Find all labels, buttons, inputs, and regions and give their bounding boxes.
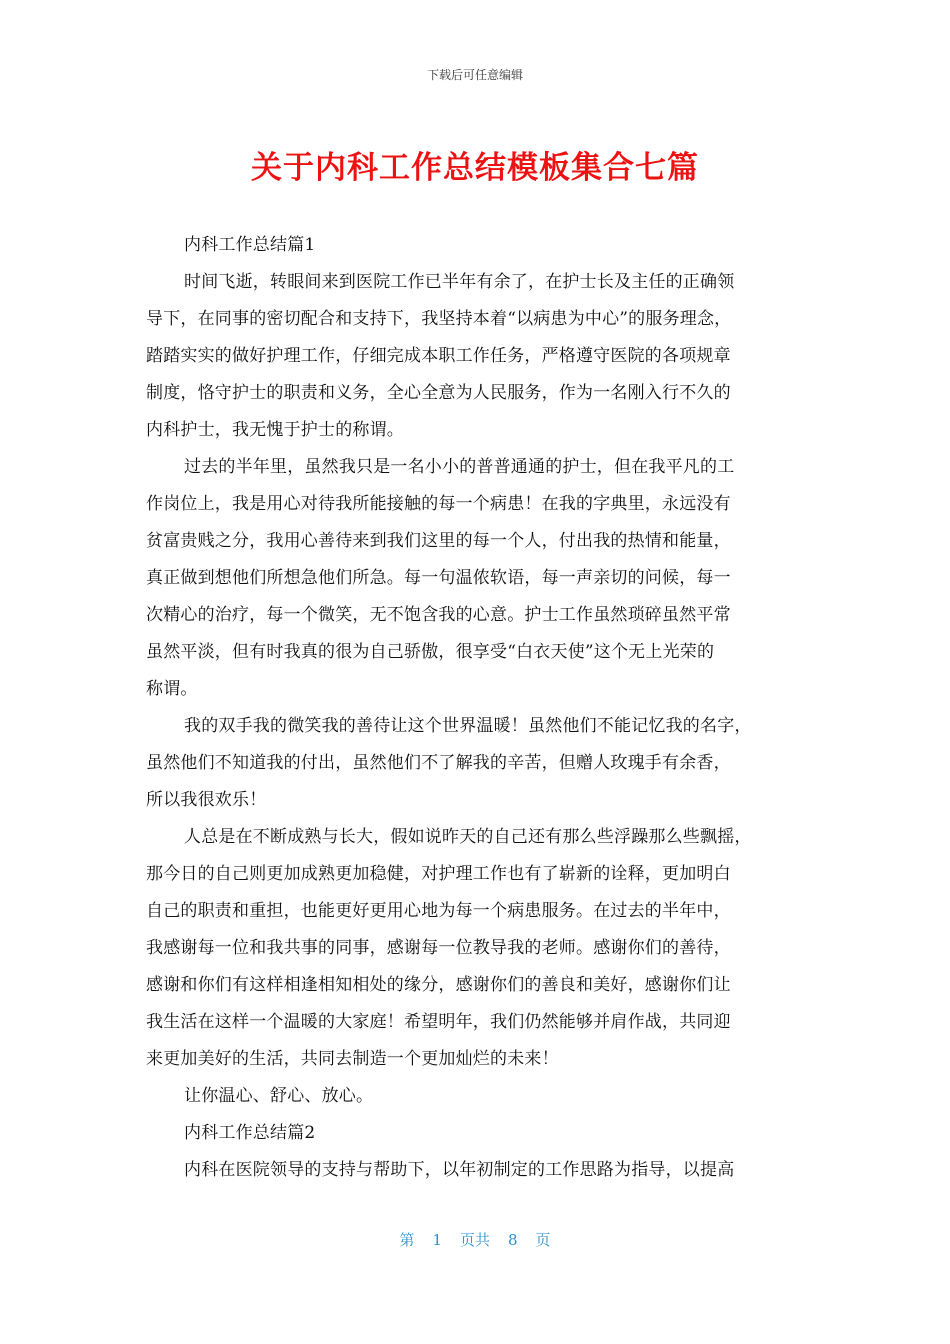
document-body [146,227,808,1189]
text-line: 导下，在同事的密切配合和支持下，我坚持本着“以病患为中心”的服务理念， [146,309,732,329]
text-line: 我的双手我的微笑我的善待让这个世界温暖！虽然他们不能记忆我的名字， [184,716,752,736]
text-line: 我感谢每一位和我共事的同事，感谢每一位教导我的老师。感谢你们的善待， [146,938,731,958]
text-line: 贫富贵贱之分，我用心善待来到我们这里的每一个人，付出我的热情和能量， [146,531,731,551]
page-suffix: 页 [535,1231,551,1249]
page-mid: 页共 [459,1231,490,1249]
text-line: 人总是在不断成熟与长大，假如说昨天的自己还有那么些浮躁那么些飘摇， [184,827,752,847]
text-line: 称谓。 [146,679,198,699]
header-note: 下载后可任意编辑 [426,68,523,82]
text-line: 过去的半年里，虽然我只是一名小小的普普通通的护士，但在我平凡的工 [184,457,735,477]
page-footer [0,1229,950,1250]
text-line: 内科工作总结篇2 [184,1123,316,1143]
text-line: 自己的职责和重担，也能更好更用心地为每一个病患服务。在过去的半年中， [146,901,731,921]
text-line: 来更加美好的生活，共同去制造一个更加灿烂的未来！ [146,1049,559,1069]
text-line: 内科护士，我无愧于护士的称谓。 [146,420,404,440]
text-line: 感谢和你们有这样相逢相知相处的缘分，感谢你们的善良和美好，感谢你们让 [146,975,731,995]
text-line: 真正做到想他们所想急他们所急。每一句温侬软语，每一声亲切的问候，每一 [146,568,731,588]
text-line: 内科在医院领导的支持与帮助下，以年初制定的工作思路为指导，以提高 [184,1160,735,1180]
text-line: 内科工作总结篇1 [184,235,316,255]
text-line: 虽然他们不知道我的付出，虽然他们不了解我的辛苦，但赠人玫瑰手有余香， [146,753,731,773]
text-line: 那今日的自己则更加成熟更加稳健，对护理工作也有了崭新的诠释，更加明白 [146,864,731,884]
page-prefix: 第 [399,1231,415,1249]
text-line: 所以我很欢乐！ [146,790,267,810]
text-line: 制度，恪守护士的职责和义务，全心全意为人民服务，作为一名刚入行不久的 [146,383,731,403]
text-line: 虽然平淡，但有时我真的很为自己骄傲，很享受“白衣天使”这个无上光荣的 [146,642,715,662]
page-total: 8 [508,1231,518,1249]
text-line: 我生活在这样一个温暖的大家庭！希望明年，我们仍然能够并肩作战，共同迎 [146,1012,731,1032]
text-line: 时间飞逝，转眼间来到医院工作已半年有余了，在护士长及主任的正确领 [184,272,735,292]
text-line: 作岗位上，我是用心对待我所能接触的每一个病患！在我的字典里，永远没有 [146,494,731,514]
text-line: 踏踏实实的做好护理工作，仔细完成本职工作任务，严格遵守医院的各项规章 [146,346,731,366]
page-current: 1 [432,1231,442,1249]
text-line: 次精心的治疗，每一个微笑，无不饱含我的心意。护士工作虽然琐碎虽然平常 [146,605,731,625]
text-line: 让你温心、舒心、放心。 [184,1086,374,1106]
document-title: 关于内科工作总结模板集合七篇 [251,150,699,186]
